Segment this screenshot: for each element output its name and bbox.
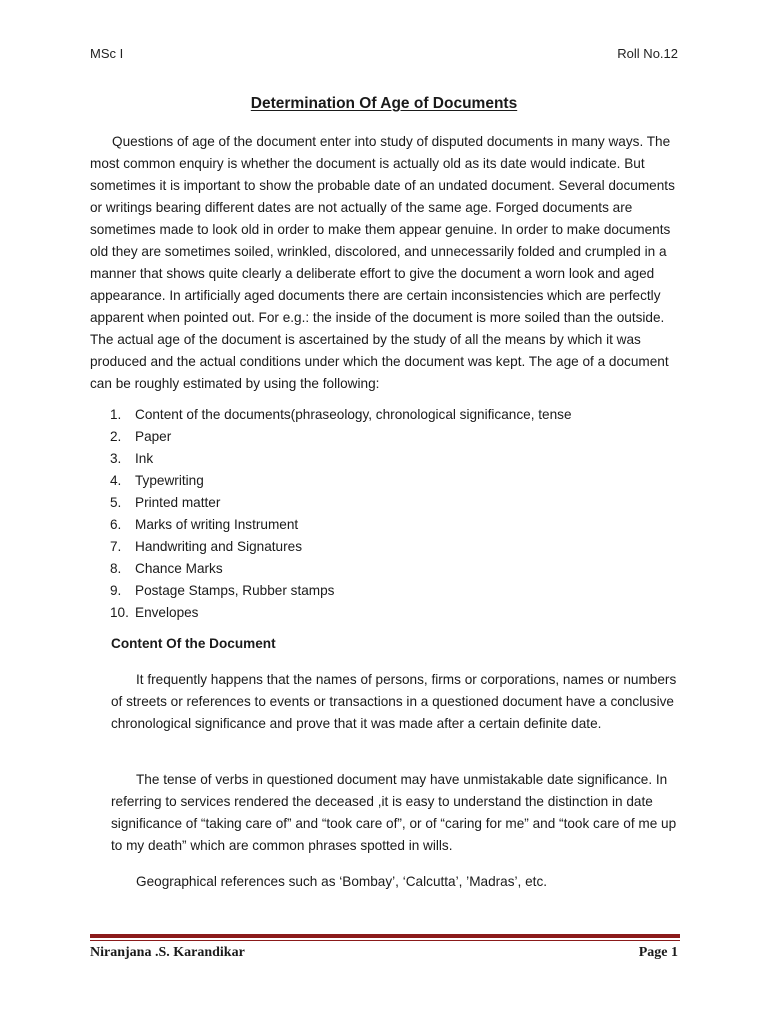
list-item [110,514,670,536]
list-number: 6. [110,517,122,532]
list-number: 2. [110,429,122,444]
list-text: Ink [135,451,154,466]
intro-paragraph: Questions of age of the document enter into study of disputed documents in many ways. The most common enquiry is whether the document is actually old as its date would indicate. But sometimes it is important to show the probable date of an undated document. Several documents or writings bearing different dates are not actually of the same age. Forged documents are sometimes made to look old in order to make them appear genuine. In order to make documents old they are sometimes soiled, wrinkled, discolored, and unnecessarily folded and crumpled in a manner that shows quite clearly a deliberate effort to give the document a worn look and aged appearance. In artificially aged documents there are certain inconsistencies which are perfectly apparent when pointed out. For e.g.: the inside of the document is more soiled than the outside. The actual age of the document is ascertained by the study of all the means by which it was produced and the actual conditions under which the document was kept. The age of a document can be roughly estimated by using the following: [90,134,675,391]
list-text: Marks of writing Instrument [135,517,299,532]
list-text: Printed matter [135,495,221,510]
section-paragraph: It frequently happens that the names of persons, firms or corporations, names or numbers of streets or references to events or transactions in a questioned document have a conclusive chronological significance and prove that it was made after a certain definite date. [111,672,677,731]
list-text: Handwriting and Signatures [135,539,303,554]
list-text: Envelopes [135,605,199,620]
list-text: Typewriting [135,473,204,488]
list-text: Chance Marks [135,561,223,576]
list-text: Content of the documents(phraseology, chronological significance, tense [135,407,572,422]
list-text: Paper [135,429,172,444]
list-item [110,426,670,448]
list-item [110,448,670,470]
list-item [110,404,670,426]
list-item [110,580,670,602]
list-item [110,602,670,624]
list-item [110,492,670,514]
factors-list [110,404,670,624]
list-text: Postage Stamps, Rubber stamps [135,583,335,598]
footer-page-number: Page 1 [638,945,678,960]
list-number: 7. [110,539,122,554]
header-roll-number: Roll No.12 [617,46,678,61]
header-course: MSc I [90,46,124,61]
footer-divider-thin [90,940,680,941]
list-item [110,558,670,580]
list-number: 8. [110,561,122,576]
footer-divider [90,934,680,938]
list-item [110,536,670,558]
list-number: 9. [110,583,122,598]
page-title: Determination Of Age of Documents [250,95,518,112]
section-paragraph: Geographical references such as ‘Bombay’, ‘Calcutta’, ’Madras’, etc. [136,874,548,889]
footer-author: Niranjana .S. Karandikar [90,945,245,960]
list-number: 5. [110,495,122,510]
section-heading: Content Of the Document [111,636,276,651]
list-item [110,470,670,492]
list-number: 10. [110,605,129,620]
section-paragraph: The tense of verbs in questioned document may have unmistakable date significance. In referring to services rendered the deceased ,it is easy to understand the distinction in date significance of “taking care of” and “took care of”, or of “caring for me” and “took care of me up to my death” which are common phrases spotted in wills. [111,772,677,853]
list-number: 4. [110,473,122,488]
list-number: 3. [110,451,122,466]
list-number: 1. [110,407,122,422]
